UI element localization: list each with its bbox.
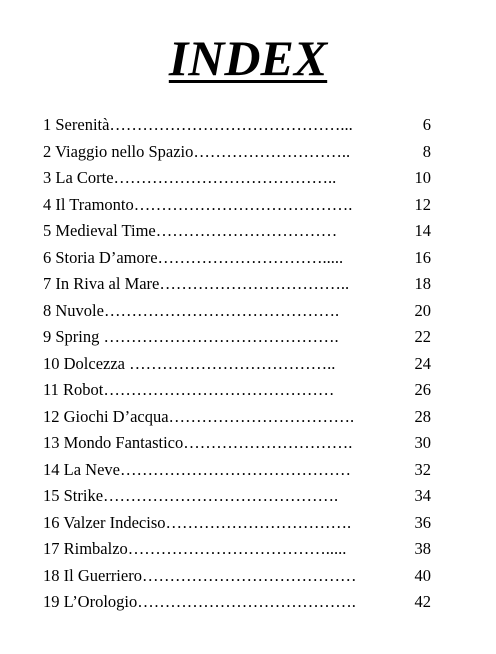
page-title xyxy=(0,28,496,88)
toc-entry-page: 34 xyxy=(414,486,431,505)
toc-entry-page: 24 xyxy=(414,353,431,373)
toc-entry xyxy=(43,430,435,457)
toc-entry xyxy=(43,404,435,431)
toc-entry-title: 11 Robot…………………………………… xyxy=(43,380,335,399)
toc-entry-page: 22 xyxy=(414,327,431,346)
toc-entry xyxy=(43,536,435,563)
toc-entry-title: 2 Viaggio nello Spazio……………………….. xyxy=(43,141,351,161)
toc-entry xyxy=(43,112,435,139)
toc-entry xyxy=(43,298,435,325)
toc-entry-page: 42 xyxy=(414,592,431,611)
toc-entry-title: 7 In Riva al Mare…………………………….. xyxy=(43,274,350,293)
toc-entry-page: 28 xyxy=(414,406,431,426)
toc-entry-page: 40 xyxy=(414,565,431,585)
toc-entry xyxy=(43,324,435,351)
toc-entry xyxy=(43,483,435,510)
toc-entry xyxy=(43,271,435,298)
toc-entry xyxy=(43,510,435,537)
toc-entry-page: 16 xyxy=(414,247,431,267)
toc-entry-page: 10 xyxy=(414,168,431,187)
toc-entry-title: 8 Nuvole……………………………………. xyxy=(43,300,340,320)
toc-entry xyxy=(43,218,435,245)
toc-entry-page: 26 xyxy=(414,380,431,399)
toc-entry-page: 8 xyxy=(422,141,431,161)
toc-entry-page: 18 xyxy=(414,274,431,293)
toc-entry-page: 30 xyxy=(414,433,431,452)
toc-entry xyxy=(43,351,435,378)
toc-entry-title: 15 Strike……………………………………. xyxy=(43,486,339,505)
toc-entry-title: 3 La Corte………………………………….. xyxy=(43,168,337,187)
toc-entry-title: 19 L’Orologio…………………………………. xyxy=(43,592,356,611)
toc-entry xyxy=(43,563,435,590)
toc-entry xyxy=(43,589,435,616)
toc-entry xyxy=(43,377,435,404)
toc-entry-title: 18 Il Guerriero………………………………… xyxy=(43,565,357,585)
toc-entry xyxy=(43,192,435,219)
toc-entry-title: 12 Giochi D’acqua……………………………. xyxy=(43,406,355,426)
toc-entry-title: 9 Spring ……………………………………. xyxy=(43,327,339,346)
toc-entry-title: 6 Storia D’amore…………………………..... xyxy=(43,247,344,267)
toc-entry-page: 38 xyxy=(414,539,431,558)
toc-entry-title: 4 Il Tramonto…………………………………. xyxy=(43,194,353,214)
toc-entry xyxy=(43,457,435,484)
toc-entry-title: 10 Dolcezza ……………………………….. xyxy=(43,353,336,373)
toc-entry-title: 14 La Neve…………………………………… xyxy=(43,459,351,479)
toc-entry xyxy=(43,245,435,272)
toc-entry-title: 16 Valzer Indeciso……………………………. xyxy=(43,512,352,532)
toc-entry-page: 36 xyxy=(414,512,431,532)
toc-entry xyxy=(43,165,435,192)
toc-entry-page: 12 xyxy=(414,194,431,214)
toc-entry-page: 14 xyxy=(414,221,431,240)
toc-entry-title: 1 Serenità……………………………………... xyxy=(43,115,353,134)
toc-entry xyxy=(43,139,435,166)
toc-entry-page: 32 xyxy=(414,459,431,479)
title-text: INDEX xyxy=(168,30,328,86)
table-of-contents xyxy=(43,112,435,616)
toc-entry-page: 20 xyxy=(414,300,431,320)
toc-entry-title: 13 Mondo Fantastico…………………………. xyxy=(43,433,353,452)
toc-entry-title: 5 Medieval Time…………………………… xyxy=(43,221,338,240)
toc-entry-title: 17 Rimbalzo………………………………..... xyxy=(43,539,347,558)
toc-entry-page: 6 xyxy=(422,115,431,134)
